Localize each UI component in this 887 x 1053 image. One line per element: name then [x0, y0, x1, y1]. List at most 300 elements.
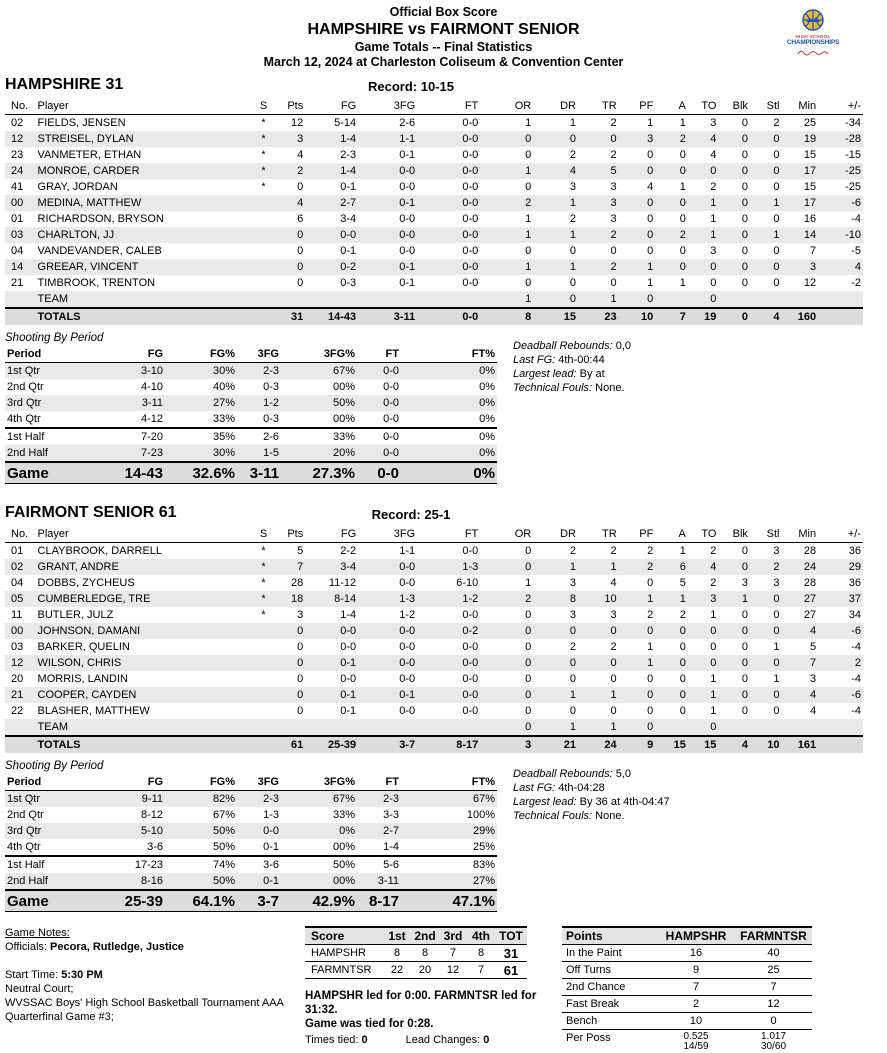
- times-tied-label: Times tied:: [305, 1034, 359, 1047]
- cell: 28: [803, 544, 817, 557]
- cell: 00: [11, 196, 24, 209]
- cell: 1: [569, 228, 576, 241]
- column-header: TR: [602, 527, 617, 540]
- note-line: [513, 809, 670, 823]
- cell: 9: [647, 738, 654, 751]
- cell: 3: [809, 260, 817, 273]
- cell: -34: [845, 116, 861, 129]
- cell: 0: [710, 276, 717, 289]
- cell: 03: [11, 640, 24, 653]
- cell: 1: [610, 560, 617, 573]
- cell: 0%: [479, 430, 495, 443]
- matchup-title: HAMPSHIRE vs FAIRMONT SENIOR: [307, 21, 580, 39]
- cell: 2: [297, 164, 304, 177]
- cell: 1: [773, 196, 780, 209]
- cell: 3-4: [340, 560, 357, 573]
- cell: [818, 719, 863, 736]
- cell: 11-12: [328, 576, 357, 589]
- cell: [655, 291, 688, 308]
- cell: 0: [710, 260, 717, 273]
- cell: 02: [11, 560, 24, 573]
- game-notes-title: Game Notes:: [5, 927, 70, 940]
- cell: 0: [647, 148, 654, 161]
- note-value: 0,0: [612, 340, 632, 353]
- cell: 5: [679, 576, 686, 589]
- cell: BARKER, QUELIN: [37, 640, 130, 653]
- cell: 0: [610, 132, 617, 145]
- cell: -2: [851, 276, 861, 289]
- cell: 1-1: [399, 132, 416, 145]
- ties-line: [305, 1034, 537, 1046]
- cell: 1: [525, 116, 532, 129]
- cell: 1-3: [462, 560, 479, 573]
- cell: 1-4: [340, 132, 357, 145]
- cell: 47.1%: [452, 892, 495, 910]
- cell: 15: [563, 310, 576, 323]
- cell: 12: [767, 997, 780, 1010]
- cell: 28: [290, 576, 304, 589]
- cell: 0: [773, 260, 780, 273]
- cell: *: [261, 608, 266, 621]
- column-header: FT: [464, 527, 479, 540]
- cell: 1st Half: [7, 430, 45, 443]
- cell: 01: [11, 212, 24, 225]
- cell: *: [261, 116, 266, 129]
- shooting-game-row: [5, 890, 497, 912]
- cell: 0: [297, 228, 304, 241]
- cell: 0-0: [399, 672, 416, 685]
- team-record: Record: 25-1: [371, 507, 451, 523]
- column-header: HAMPSHR: [665, 928, 727, 943]
- note-value: By at: [576, 368, 605, 381]
- cell: 3-10: [140, 364, 163, 377]
- cell: 0: [679, 260, 686, 273]
- cell: GREEAR, VINCENT: [37, 260, 139, 273]
- cell: 30%: [212, 364, 235, 377]
- cell: [718, 291, 750, 308]
- cell: 2nd Half: [7, 874, 48, 887]
- roster-header-row: [5, 526, 863, 543]
- cell: 4: [647, 180, 654, 193]
- cell: 0: [569, 244, 576, 257]
- cell: -4: [851, 212, 861, 225]
- logo-signature-icon: [796, 48, 830, 57]
- cell: BLASHER, MATTHEW: [37, 704, 150, 717]
- cell: 0: [647, 244, 654, 257]
- cell: 0: [610, 624, 617, 637]
- cell: 4: [297, 196, 304, 209]
- cell: 1: [569, 260, 576, 273]
- cell: 1: [679, 116, 686, 129]
- cell: -6: [851, 624, 861, 637]
- column-header: FG: [147, 347, 163, 360]
- column-header: 1st: [388, 928, 406, 943]
- shooting-halves: [5, 856, 497, 890]
- shooting-quarters: [5, 363, 497, 429]
- cell: 0: [525, 148, 532, 161]
- table-row: [5, 719, 863, 736]
- start-time-label: Start Time:: [5, 969, 59, 982]
- column-header: FG: [147, 775, 163, 788]
- cell: [305, 719, 358, 736]
- lead-changes-label: Lead Changes:: [405, 1034, 481, 1047]
- cell: *: [261, 576, 266, 589]
- cell: 0: [610, 672, 617, 685]
- cell: 7: [477, 963, 485, 976]
- cell: 1: [525, 260, 532, 273]
- table-row: [5, 195, 863, 211]
- note-label: Technical Fouls:: [513, 382, 593, 395]
- cell: [254, 259, 272, 275]
- cell: 0: [647, 292, 654, 305]
- cell: 0: [647, 196, 654, 209]
- cell: 1: [569, 560, 576, 573]
- cell: 7: [449, 946, 457, 959]
- cell: 18: [290, 592, 304, 605]
- cell: 0: [679, 244, 686, 257]
- cell: In the Paint: [566, 946, 622, 959]
- cell: 17: [803, 196, 817, 209]
- cell: 0-1: [399, 276, 416, 289]
- cell: 0: [297, 260, 304, 273]
- cell: 0-0: [462, 260, 479, 273]
- cell: 1-4: [383, 840, 399, 853]
- cell: 2: [525, 592, 532, 605]
- cell: 16: [689, 946, 703, 959]
- cell: 3: [773, 544, 780, 557]
- cell: 0: [741, 656, 748, 669]
- cell: [781, 719, 818, 736]
- cell: 50%: [332, 396, 355, 409]
- cell: 6: [679, 560, 686, 573]
- cell: [358, 719, 417, 736]
- cell: 9-11: [141, 792, 163, 805]
- cell: 21: [11, 688, 24, 701]
- table-row: [305, 945, 527, 962]
- cell: 27%: [212, 396, 235, 409]
- cell: 0-0: [462, 276, 479, 289]
- cell: 1-4: [340, 164, 357, 177]
- cell: 0: [741, 132, 748, 145]
- cell: 0-2: [462, 624, 479, 637]
- cell: 1: [710, 196, 717, 209]
- column-header: Stl: [766, 527, 780, 540]
- column-header: 3FG%: [323, 347, 355, 360]
- cell: 15: [704, 738, 717, 751]
- table-row: [5, 823, 497, 839]
- cell: 1st Qtr: [7, 792, 41, 805]
- cell: 0: [647, 164, 654, 177]
- team-header: [5, 76, 887, 98]
- column-header: S: [259, 527, 268, 540]
- cell: JOHNSON, DAMANI: [37, 624, 141, 637]
- cell: MEDINA, MATTHEW: [37, 196, 142, 209]
- cell: 0: [679, 640, 686, 653]
- column-header: FT%: [471, 775, 495, 788]
- cell: 0%: [479, 364, 495, 377]
- cell: 19: [803, 132, 817, 145]
- cell: 0: [569, 292, 576, 305]
- shooting-game-row: [5, 462, 497, 484]
- cell: 4: [710, 560, 717, 573]
- cell: 1: [679, 276, 686, 289]
- cell: 0: [297, 656, 304, 669]
- cell: -28: [845, 132, 861, 145]
- column-header: TO: [701, 99, 717, 112]
- cell: CLAYBROOK, DARRELL: [37, 544, 163, 557]
- cell: STREISEL, DYLAN: [37, 132, 134, 145]
- table-row: [305, 962, 527, 979]
- cell: 3: [773, 576, 780, 589]
- cell: 0-0: [462, 608, 479, 621]
- column-header: Pts: [287, 99, 304, 112]
- cell: 0: [525, 672, 532, 685]
- cell: 0: [647, 688, 654, 701]
- column-header: 3FG: [393, 99, 416, 112]
- cell: 82%: [212, 792, 235, 805]
- cell: 0-0: [462, 688, 479, 701]
- column-header: OR: [514, 99, 532, 112]
- document-header: [0, 0, 887, 70]
- cell: 27: [803, 608, 817, 621]
- cell: 50%: [212, 874, 235, 887]
- cell: 1-3: [263, 808, 279, 821]
- cell: 0-0: [399, 180, 416, 193]
- cell: 100%: [466, 808, 495, 821]
- cell: [273, 291, 306, 308]
- cell: [750, 719, 782, 736]
- lead-line: HAMPSHR led for 0:00. FARMNTSR led for 31:32.: [305, 990, 537, 1017]
- cell: 3: [297, 132, 304, 145]
- cell: 2-3: [263, 792, 279, 805]
- cell: 0-0: [399, 244, 416, 257]
- table-row: [5, 559, 863, 575]
- table-row: [5, 736, 863, 753]
- cell: 0: [741, 672, 748, 685]
- cell: 0-0: [462, 656, 479, 669]
- table-row: [5, 147, 863, 163]
- cell: 0: [741, 310, 748, 323]
- cell: [254, 671, 272, 687]
- cell: 0: [710, 720, 717, 733]
- table-row: [5, 639, 863, 655]
- cell: 0: [569, 132, 576, 145]
- cell: 2: [569, 148, 576, 161]
- cell: 0: [610, 244, 617, 257]
- cell: 3: [297, 608, 304, 621]
- cell: 0: [297, 688, 304, 701]
- cell: 0: [525, 704, 532, 717]
- shooting-label: Shooting By Period: [5, 760, 104, 773]
- cell: 0-1: [399, 196, 416, 209]
- cell: 10: [689, 1014, 703, 1027]
- table-row: [5, 291, 863, 308]
- cell: 50%: [212, 840, 235, 853]
- cell: 0-0: [462, 132, 479, 145]
- cell: 0: [297, 640, 304, 653]
- cell: 4: [710, 132, 717, 145]
- cell: 0: [710, 292, 717, 305]
- game-notes: [5, 926, 302, 1024]
- cell: 0-0: [399, 656, 416, 669]
- roster-totals: [5, 308, 863, 325]
- cell: HAMPSHR: [311, 946, 367, 959]
- cell: 67%: [212, 808, 235, 821]
- cell: 1: [773, 672, 780, 685]
- cell: 31: [290, 310, 304, 323]
- table-row: [5, 575, 863, 591]
- neutral-court-line: Neutral Court;: [5, 983, 74, 996]
- cell: 0-3: [263, 380, 279, 393]
- cell: Game: [7, 892, 49, 910]
- column-header: FT: [464, 99, 479, 112]
- note-label: Largest lead:: [513, 368, 577, 381]
- championships-logo: [785, 9, 841, 60]
- cell: 0: [710, 624, 717, 637]
- cell: 0: [710, 640, 717, 653]
- cell: 1: [710, 704, 717, 717]
- team-subsection: [0, 325, 887, 484]
- cell: 1: [610, 720, 617, 733]
- cell: 22: [11, 704, 24, 717]
- table-row: [562, 962, 812, 979]
- table-row: [5, 243, 863, 259]
- table-row: [562, 945, 812, 962]
- cell: 0: [610, 656, 617, 669]
- cell: 0-0: [340, 624, 357, 637]
- cell: 50%: [212, 824, 235, 837]
- cell: 0-0: [263, 824, 279, 837]
- cell: 1: [647, 656, 654, 669]
- cell: 0-0: [462, 310, 479, 323]
- note-value: By 36 at 4th-04:47: [576, 796, 670, 809]
- table-row: [562, 996, 812, 1013]
- cell: 2: [610, 116, 617, 129]
- cell: [818, 291, 863, 308]
- cell: 0: [525, 244, 532, 257]
- cell: 0: [770, 1014, 777, 1027]
- cell: 0-0: [399, 212, 416, 225]
- table-row: [5, 856, 497, 873]
- cell: 7: [809, 656, 817, 669]
- roster-body: [5, 115, 863, 309]
- table-row: [5, 591, 863, 607]
- cell: 33%: [332, 430, 355, 443]
- cell: 1: [647, 116, 654, 129]
- column-header: 4th: [472, 928, 490, 943]
- roster-body: [5, 543, 863, 737]
- cell: 4: [773, 310, 780, 323]
- cell: 7-23: [140, 446, 163, 459]
- cell: 0: [610, 704, 617, 717]
- cell: 14-43: [328, 310, 357, 323]
- cell: [254, 275, 272, 291]
- cell: 0: [610, 276, 617, 289]
- cell: 0-1: [263, 840, 279, 853]
- cell: 0: [297, 624, 304, 637]
- column-header: S: [259, 99, 268, 112]
- column-header: 3FG: [393, 527, 416, 540]
- cell: 27%: [472, 874, 495, 887]
- column-header: Min: [798, 527, 817, 540]
- cell: 2: [610, 260, 617, 273]
- cell: 0-0: [462, 180, 479, 193]
- date-venue-line: March 12, 2024 at Charleston Coliseum & Convention Center: [263, 55, 624, 70]
- table-row: [562, 979, 812, 996]
- cell: 41: [11, 180, 24, 193]
- shooting-table: [5, 346, 497, 484]
- cell: 1: [647, 260, 654, 273]
- column-header: TR: [602, 99, 617, 112]
- logo-line1: HIGH SCHOOL: [795, 34, 831, 39]
- cell: 2: [773, 560, 780, 573]
- cell: 8: [525, 310, 532, 323]
- note-line: [513, 795, 670, 809]
- cell: 2: [710, 180, 717, 193]
- cell: 3-11: [393, 310, 416, 323]
- cell: 2: [569, 544, 576, 557]
- cell: 1: [610, 292, 617, 305]
- cell: [818, 308, 863, 325]
- cell: 2: [692, 997, 700, 1010]
- shooting-header-row: [5, 346, 497, 363]
- cell: 3rd Qtr: [7, 396, 42, 409]
- cell: *: [261, 544, 266, 557]
- cell: [5, 308, 36, 325]
- team-notes: [505, 325, 631, 395]
- cell: 2nd Half: [7, 446, 48, 459]
- cell: 4: [809, 704, 817, 717]
- roster-totals: [5, 736, 863, 753]
- cell: 0-0: [399, 164, 416, 177]
- cell: 6-10: [456, 576, 479, 589]
- cell: 24: [11, 164, 24, 177]
- cell: 7: [679, 310, 686, 323]
- cell: 1: [525, 164, 532, 177]
- cell: 0: [679, 672, 686, 685]
- cell: [417, 719, 480, 736]
- cell: 00%: [332, 874, 355, 887]
- cell: -25: [845, 164, 861, 177]
- points-header-row: [562, 927, 812, 945]
- cell: 8-14: [334, 592, 357, 605]
- cell: 0-0: [383, 364, 399, 377]
- cell: 0-0: [462, 212, 479, 225]
- shooting-halves: [5, 428, 497, 462]
- cell: 4: [854, 260, 861, 273]
- cell: 61: [290, 738, 304, 751]
- lead-changes-value: 0: [483, 1034, 490, 1047]
- cell: 8: [477, 946, 485, 959]
- cell: 0-0: [462, 228, 479, 241]
- game-totals-line: Game Totals -- Final Statistics: [354, 39, 533, 54]
- cell: 0: [647, 704, 654, 717]
- cell: 67%: [332, 792, 355, 805]
- cell: [655, 719, 688, 736]
- cell: 20: [418, 963, 432, 976]
- quarterfinal-line: Quarterfinal Game #3;: [5, 1011, 114, 1024]
- cell: 1: [679, 180, 686, 193]
- cell: Per Poss: [566, 1031, 611, 1044]
- column-header: PF: [639, 99, 654, 112]
- cell: 0: [525, 720, 532, 733]
- table-row: [5, 428, 497, 445]
- cell: 15: [803, 180, 817, 193]
- cell: 20%: [332, 446, 355, 459]
- cell: 161: [797, 738, 817, 751]
- cell: [818, 736, 863, 753]
- cell: 14-43: [124, 464, 163, 482]
